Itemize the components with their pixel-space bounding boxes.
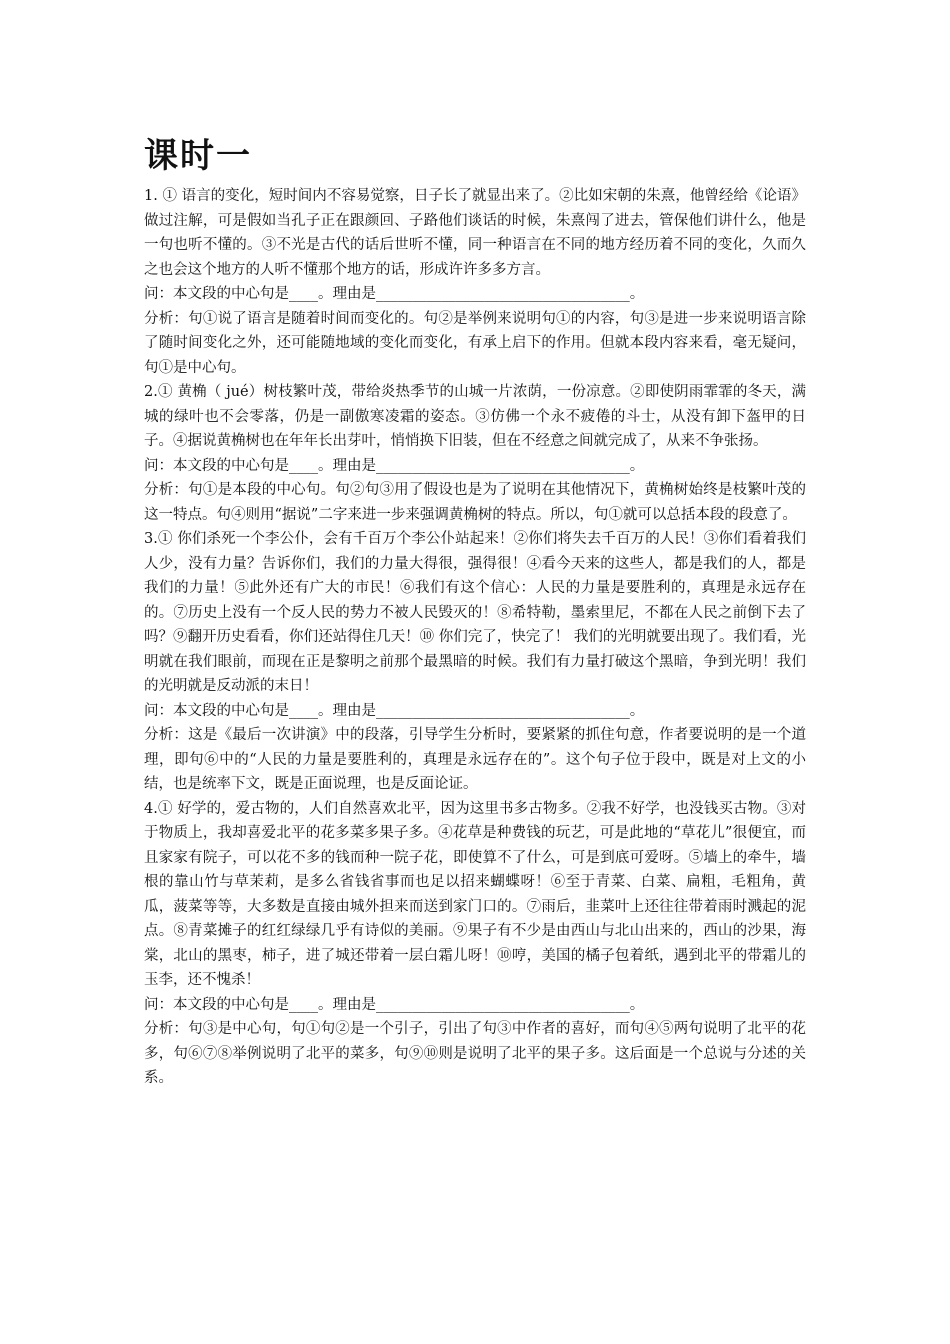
item-3-question: 问：本文段的中心句是____。理由是___________________________________。	[144, 702, 645, 719]
item-1-passage: 1. ① 语言的变化，短时间内不容易觉察，日子长了就显出来了。②比如宋朝的朱熹，他曾经给《论语》做过注解，可是假如当孔子正在跟颜回、子路他们谈话的时候，朱熹闯了进去，管保他们讲什么，他是一句也听不懂的。③不光是古代的话后世听不懂，同一种语言在不同的地方经历着不同的变化，久而久之也会这个地方的人听不懂那个地方的话，形成许许多多方言。	[144, 188, 806, 278]
item-3-passage: 3.① 你们杀死一个李公仆，会有千百万个李公仆站起来！②你们将失去千百万的人民！③你们看着我们人少，没有力量？告诉你们，我们的力量大得很，强得很！④看今天来的这些人，都是我们的人，都是我们的力量！⑤此外还有广大的市民！⑥我们有这个信心：人民的力量是要胜利的，真理是永远存在的。⑦历史上没有一个反人民的势力不被人民毁灭的！⑧希特勒，墨索里尼，不都在人民之前倒下去了吗？⑨翻开历史看看，你们还站得住几天！⑩ 你们完了，快完了！ 我们的光明就要出现了。我们看，光明就在我们眼前，而现在正是黎明之前那个最黑暗的时候。我们有力量打破这个黑暗，争到光明！我们的光明就是反动派的末日！	[144, 531, 806, 694]
item-4-passage: 4.① 好学的，爱古物的，人们自然喜欢北平，因为这里书多古物多。②我不好学，也没钱买古物。③对于物质上，我却喜爱北平的花多菜多果子多。④花草是种费钱的玩艺，可是此地的“草花儿”很便宜，而且家家有院子，可以花不多的钱而种一院子花，即使算不了什么，可是到底可爱呀。⑤墙上的牵牛，墙根的靠山竹与草茉莉，是多么省钱省事而也足以招来蝴蝶呀！⑥至于青菜、白菜、扁粗，毛粗角，黄瓜，菠菜等等，大多数是直接由城外担来而送到家门口的。⑦雨后，韭菜叶上还往往带着雨时溅起的泥点。⑧青菜摊子的红红绿绿几乎有诗似的美丽。⑨果子有不少是由西山与北山出来的，西山的沙果，海棠，北山的黑枣，柿子，进了城还带着一层白霜儿呀！⑩哼，美国的橘子包着纸，遇到北平的带霜儿的玉李，还不愧杀！	[144, 800, 806, 988]
item-1-analysis: 分析：句①说了语言是随着时间而变化的。句②是举例来说明句①的内容，句③是进一步来说明语言除了随时间变化之外，还可能随地域的变化而变化，有承上启下的作用。但就本段内容来看，毫无疑问，句①是中心句。	[144, 310, 806, 376]
item-4-question: 问：本文段的中心句是____。理由是___________________________________。	[144, 996, 645, 1013]
item-4-analysis: 分析：句③是中心句，句①句②是一个引子，引出了句③中作者的喜好，而句④⑤两句说明了北平的花多，句⑥⑦⑧举例说明了北平的菜多，句⑨⑩则是说明了北平的果子多。这后面是一个总说与分述的关系。	[144, 1021, 806, 1086]
item-2-question: 问：本文段的中心句是____。理由是___________________________________。	[144, 457, 645, 474]
item-2-passage: 2.① 黄桷（ jué）树枝繁叶茂，带给炎热季节的山城一片浓荫，一份凉意。②即使阴雨霏霏的冬天，满城的绿叶也不会零落，仍是一副傲寒凌霜的姿态。③仿佛一个永不疲倦的斗士，从没有卸下盔甲的日子。④据说黄桷树也在年年长出芽叶，悄悄换下旧装，但在不经意之间就完成了，从来不争张扬。	[144, 384, 806, 449]
document-body	[144, 134, 806, 1091]
page-title: 课时一	[144, 136, 252, 176]
item-3-analysis: 分析：这是《最后一次讲演》中的段落，引导学生分析时，要紧紧的抓住句意，作者要说明的是一个道理，即句⑥中的“人民的力量是要胜利的，真理是永远存在的”。这个句子位于段中，既是对上文的小结，也是统率下文，既是正面说理，也是反面论证。	[144, 727, 806, 792]
item-2-analysis: 分析：句①是本段的中心句。句②句③用了假设也是为了说明在其他情况下，黄桷树始终是枝繁叶茂的这一特点。句④则用“据说”二字来进一步来强调黄桷树的特点。所以，句①就可以总括本段的段意了。	[144, 482, 806, 523]
item-1-question: 问：本文段的中心句是____。理由是___________________________________。	[144, 286, 645, 302]
